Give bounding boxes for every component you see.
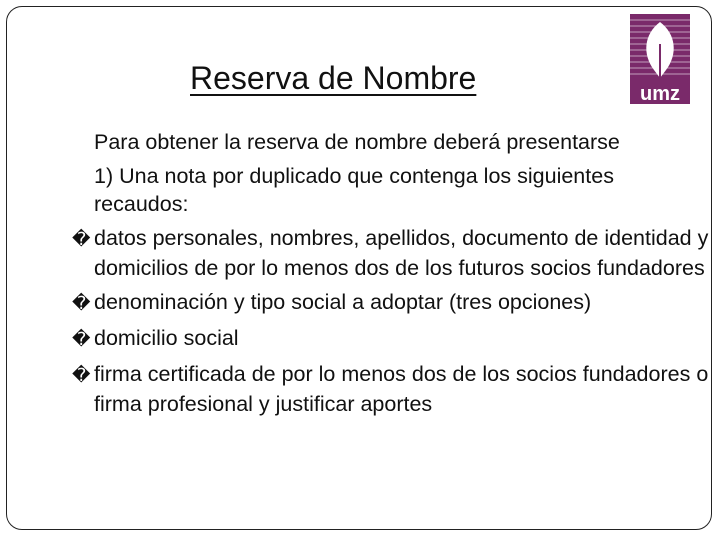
slide-title: Reserva de Nombre: [190, 60, 477, 96]
slide-body: [72, 128, 712, 424]
university-logo: [630, 14, 690, 104]
bullet-item: � datos personales, nombres, apellidos, documento de identidad y domicilios de por lo menos dos de los futuros socios fundadores: [72, 226, 709, 280]
bullet-glyph: �: [72, 329, 91, 350]
svg-text:umz: umz: [640, 83, 680, 104]
bullet-item: � denominación y tipo social a adoptar (tres opciones): [72, 288, 712, 318]
bullet-glyph: �: [72, 293, 91, 314]
bullet-item: � firma certificada de por lo menos dos de los socios fundadores o firma profesional y justificar aportes: [72, 362, 709, 416]
bullet-glyph: �: [72, 229, 91, 250]
bullet-glyph: �: [72, 365, 91, 386]
bullet-item: � domicilio social: [72, 324, 712, 354]
paragraph: 1) Una nota por duplicado que contenga los siguientes recaudos:: [94, 164, 614, 216]
paragraph: Para obtener la reserva de nombre deberá presentarse: [94, 130, 620, 154]
